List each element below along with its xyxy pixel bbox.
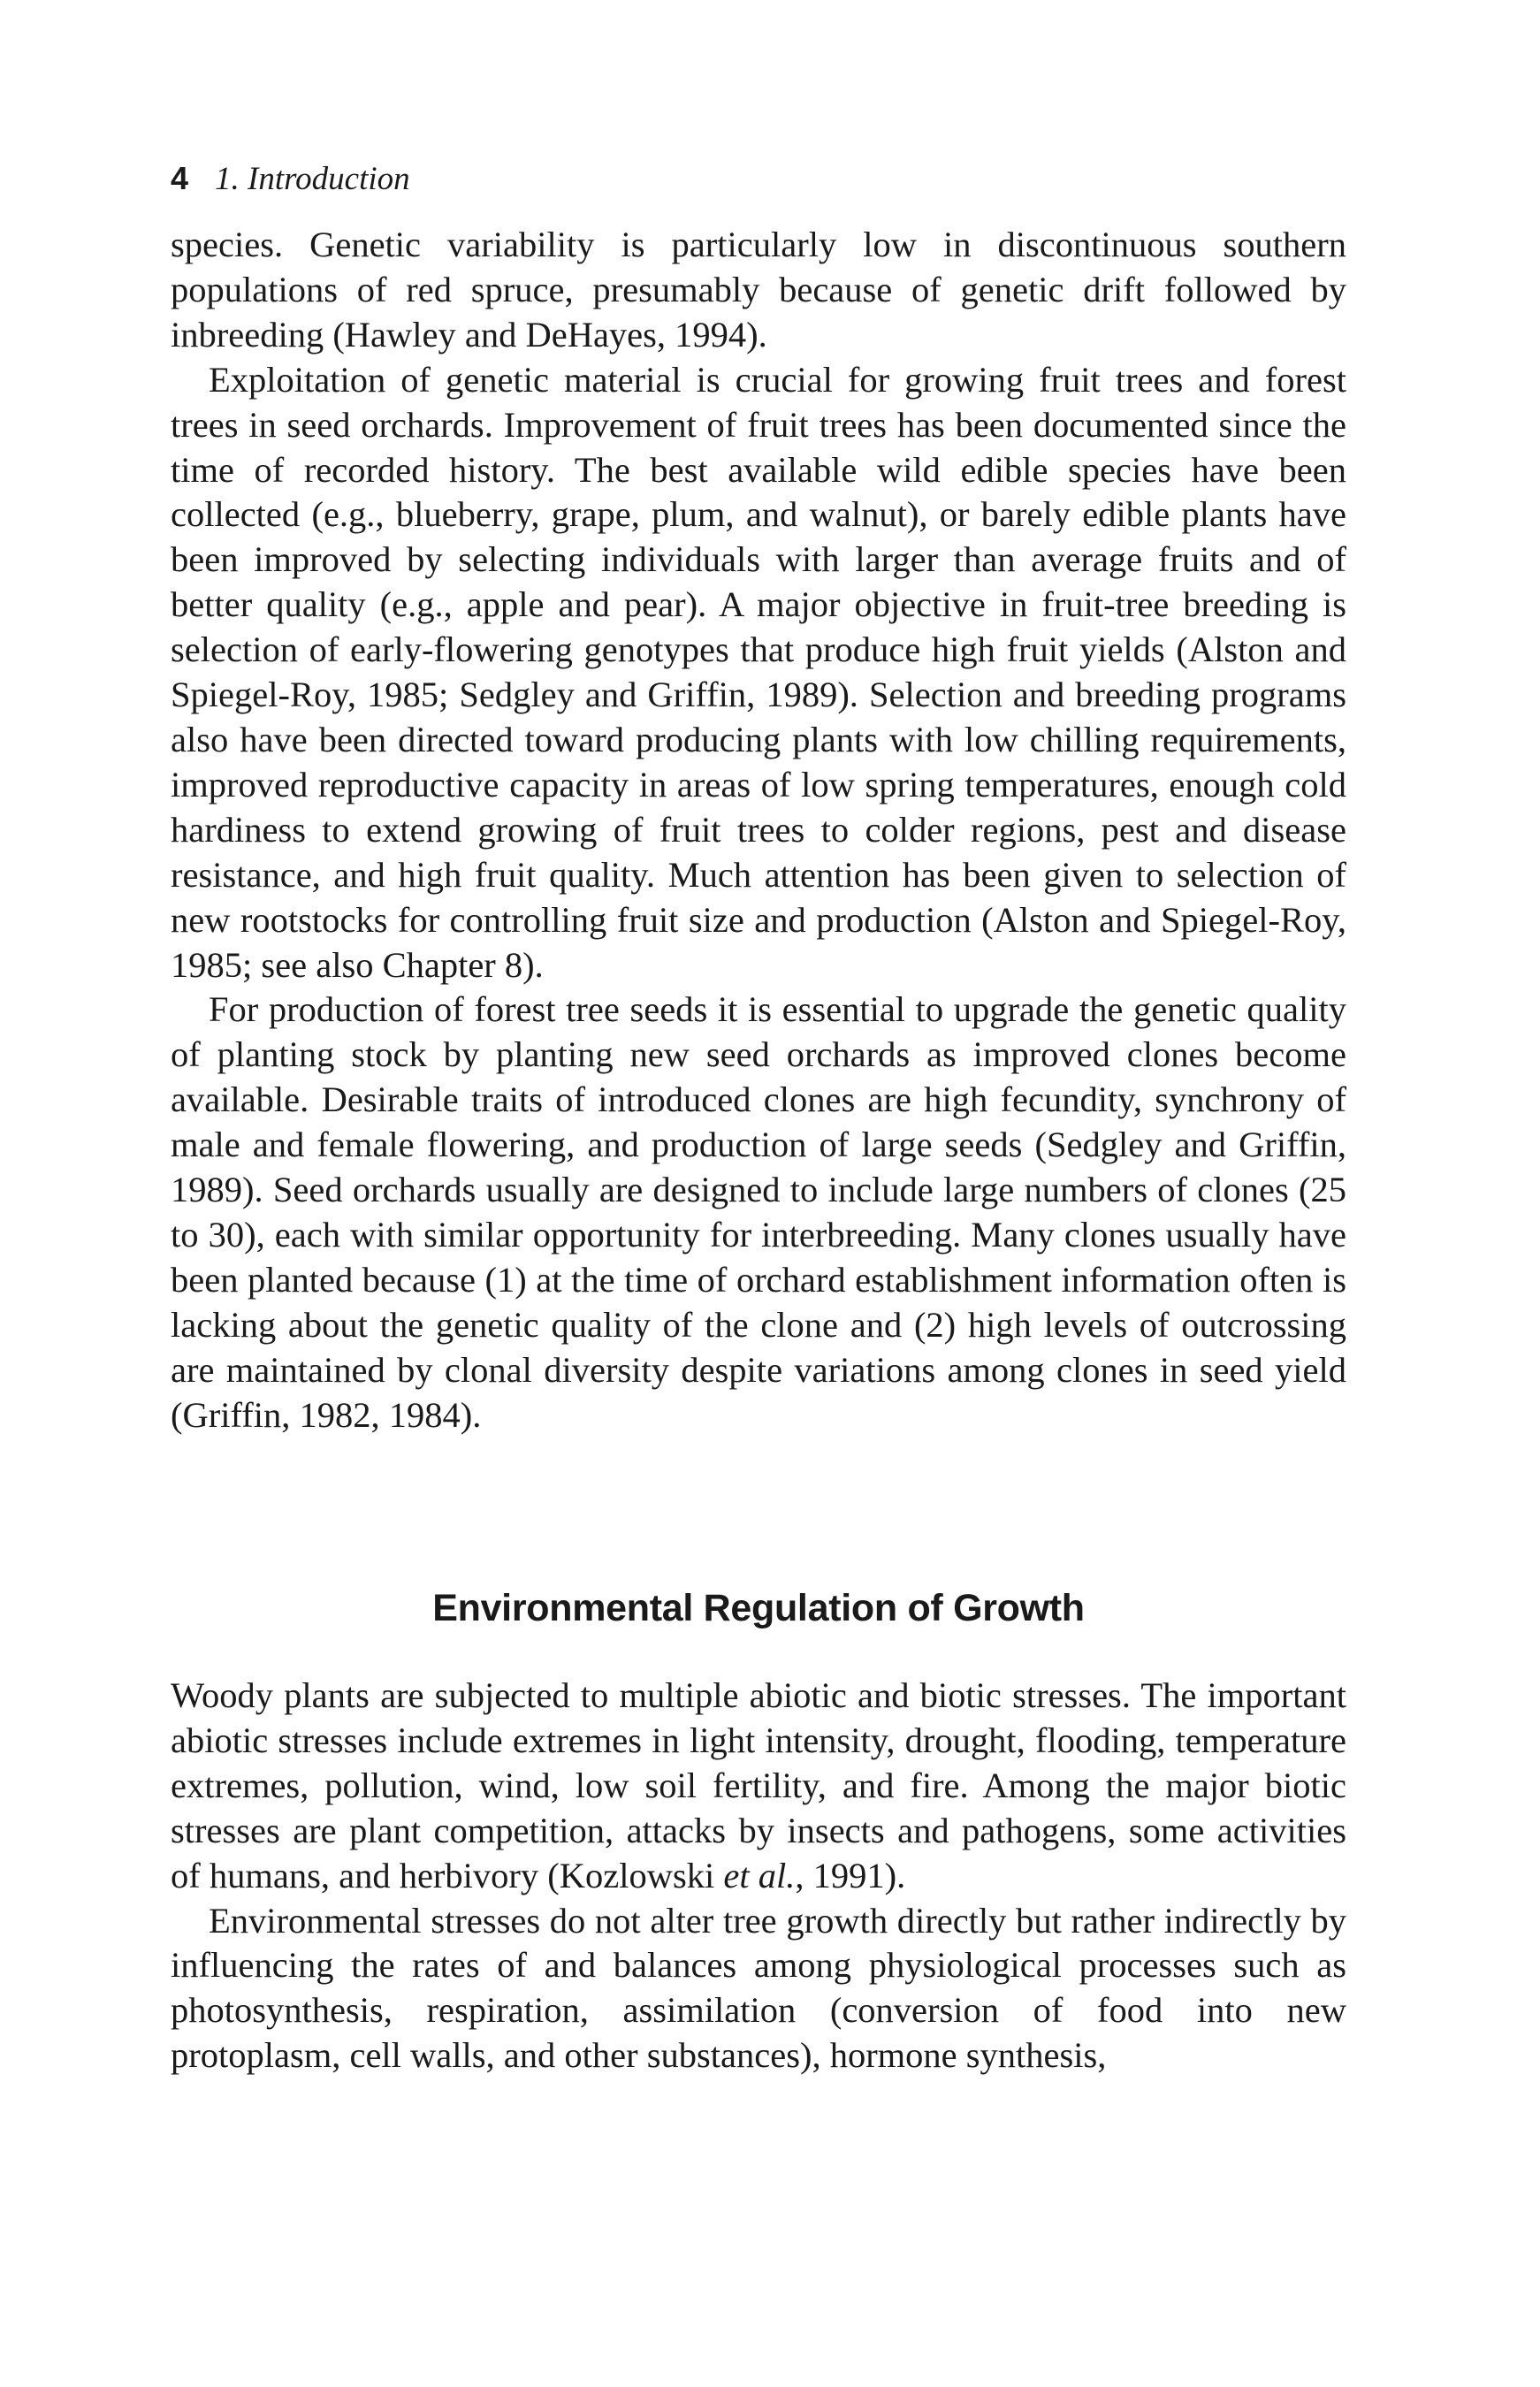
paragraph-seed-orchards: For production of forest tree seeds it is essential to upgrade the genetic quality of planting stock by planting new seed orchards as improved clones become available. Desirable traits of introduced clones are high fecundity, synchrony of male and female flowering, and production of large seeds (Sedgley and Griffin, 1989). Seed orchards usually are designed to include large numbers of clones (25 to 30), each with similar opportunity for interbreeding. Many clones usually have been planted because (1) at the time of orchard establishment information often is lacking about the genetic quality of the clone and (2) high levels of outcrossing are maintained by clonal diversity despite variations among clones in seed yield (Griffin, 1982, 1984). bbox=[171, 989, 1346, 1435]
section-heading: Environmental Regulation of Growth bbox=[432, 1587, 1085, 1629]
paragraph-stresses-text: Woody plants are subjected to multiple abiotic and biotic stresses. The important abiotic stresses include extremes in light intensity, drought, flooding, temperature extremes, pollution, wind, low soil fertility, and fire. Among the major biotic stresses are plant competition, attacks by insects and pathogens, some activities of humans, and herbivory (Kozlowski bbox=[171, 1675, 1346, 1895]
body-text-top bbox=[171, 223, 1346, 1438]
page-number: 4 bbox=[171, 160, 189, 196]
paragraph-continued: species. Genetic variability is particularly low in discontinuous southern populations of red spruce, presumably because of genetic drift followed by inbreeding (Hawley and DeHayes, 1994). bbox=[171, 225, 1346, 355]
paragraph-environmental-stresses: Environmental stresses do not alter tree growth directly but rather indirectly by influencing the rates of and balances among physiological processes such as photosynthesis, respiration, assimilation (conversion of food into new protoplasm, cell walls, and other substances), hormone synthesis, bbox=[171, 1900, 1346, 2076]
body-text-section bbox=[171, 1674, 1346, 2078]
paragraph-fruit-tree-breeding: Exploitation of genetic material is crucial for growing fruit trees and forest trees in seed orchards. Improvement of fruit trees has been documented since the time of recorded history. The best available wild edible species have been collected (e.g., blueberry, grape, plum, and walnut), or barely edible plants have been improved by selecting individuals with larger than average fruits and of better quality (e.g., apple and pear). A major objective in fruit-tree breeding is selection of early-flowering genotypes that produce high fruit yields (Alston and Spiegel-Roy, 1985; Sedgley and Griffin, 1989). Selection and breeding programs also have been directed toward producing plants with low chilling requirements, improved reproductive capacity in areas of low spring temperatures, enough cold hardiness to extend growing of fruit trees to colder regions, pest and disease resistance, and high fruit quality. Much attention has been given to selection of new rootstocks for controlling fruit size and production (Alston and Spiegel-Roy, 1985; see also Chapter 8). bbox=[171, 359, 1346, 985]
paragraph-stresses-end: , 1991). bbox=[795, 1855, 906, 1895]
citation-et-al: et al. bbox=[723, 1855, 796, 1895]
running-head bbox=[171, 159, 410, 199]
chapter-title: 1. Introduction bbox=[215, 161, 410, 197]
paragraph-stresses bbox=[171, 1674, 1346, 1899]
